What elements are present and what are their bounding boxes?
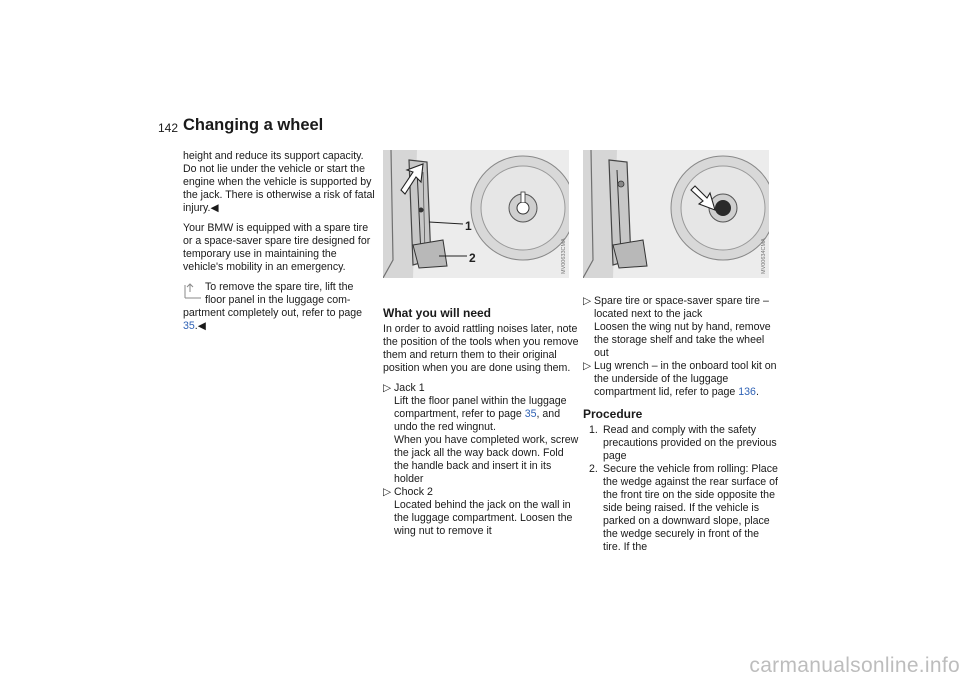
column-middle [383, 307, 579, 538]
end-mark: .◀ [194, 320, 206, 332]
procedure-step [583, 424, 779, 463]
item-text-post: , and undo the red wingnut. [394, 408, 561, 433]
item-text: When you have completed work, screw the jack all the way back down. Fold the handle back and insert it in its holder [394, 434, 579, 485]
spare-tire-paragraph: Your BMW is equipped with a spare tire or a space-saver spare tire designed for temporary use in maintaining the vehicle's mobility in an emergency. [183, 222, 371, 273]
page-link-35[interactable]: 35 [183, 320, 195, 332]
triangle-bullet-icon: ▷ [583, 295, 592, 307]
item-text-pre: Lift the floor panel within the luggage compartment, refer to page [394, 395, 567, 420]
page-number: 142 [158, 121, 179, 135]
note-line-rest [183, 307, 375, 333]
tools-intro: In order to avoid rattling noises later, note the position of the tools when you remove them and return them to their original position when you are done using them. [383, 323, 579, 374]
note-icon [183, 282, 203, 300]
triangle-bullet-icon: ▷ [583, 360, 592, 372]
note-rest-text: partment completely out, refer to page [183, 307, 363, 319]
callout-1: 1 [465, 219, 472, 233]
item-title: Jack 1 [394, 382, 425, 394]
note-block [183, 281, 375, 333]
end-mark: ◀ [210, 202, 219, 214]
list-item [383, 486, 579, 538]
item-title: Spare tire or space-saver spare tire – located next to the jack [594, 295, 769, 320]
site-credit: carmanualsonline.info [749, 654, 960, 677]
item-text: Loosen the wing nut by hand, remove the storage shelf and take the wheel out [594, 321, 771, 359]
section-heading-procedure: Procedure [583, 407, 643, 421]
triangle-bullet-icon: ▷ [383, 382, 392, 394]
warning-text: height and reduce its support capacity. Do not lie under the vehicle or start the engine when the vehicle is supported by the jack. There is otherwise a risk of fatal injury. [183, 150, 375, 214]
wing-nut-illustration [583, 150, 769, 278]
triangle-bullet-icon: ▷ [383, 486, 392, 498]
tools-list-continued [583, 295, 779, 399]
note-line-2: floor panel in the luggage com- [205, 294, 351, 306]
column-left [183, 150, 375, 333]
page-link-35[interactable]: 35 [524, 408, 537, 420]
item-text [594, 360, 779, 399]
procedure-step [583, 463, 779, 554]
item-text [394, 395, 579, 434]
figure-code: MV00634CMA [761, 238, 767, 274]
item-text-pre: Lug wrench – in the onboard tool kit on the underside of the luggage compartment lid, refer to page [594, 360, 777, 398]
figure-wing-nut [583, 150, 769, 278]
list-item [383, 382, 579, 486]
section-heading-what-you-need: What you will need [383, 306, 492, 320]
jack-chock-illustration [383, 150, 569, 278]
column-right [583, 295, 779, 554]
step-number: 2. [589, 463, 598, 475]
figure-code: MV00633CMA [561, 238, 567, 274]
item-text: Located behind the jack on the wall in the luggage compartment. Loosen the wing nut to remove it [394, 499, 573, 537]
item-text-post: . [755, 386, 759, 398]
step-text: Secure the vehicle from rolling: Place the wedge against the rear surface of the front tire on the side opposite the side being raised. If the vehicle is parked on a downward slope, place the wedge securely in front of the tire. If the [603, 463, 778, 553]
item-title: Chock 2 [394, 486, 433, 498]
step-text: Read and comply with the safety precautions provided on the previous page [603, 424, 777, 462]
procedure-steps [583, 424, 779, 554]
page-title: Changing a wheel [183, 116, 324, 134]
note-line-1: To remove the spare tire, lift the [205, 281, 354, 293]
callout-2: 2 [469, 251, 476, 265]
list-item [583, 360, 779, 399]
tools-list [383, 382, 579, 538]
figure-jack-chock [383, 150, 569, 278]
warning-continuation [183, 150, 375, 215]
list-item [583, 295, 779, 360]
page-link-136[interactable]: 136 [738, 386, 756, 398]
step-number: 1. [589, 424, 598, 436]
